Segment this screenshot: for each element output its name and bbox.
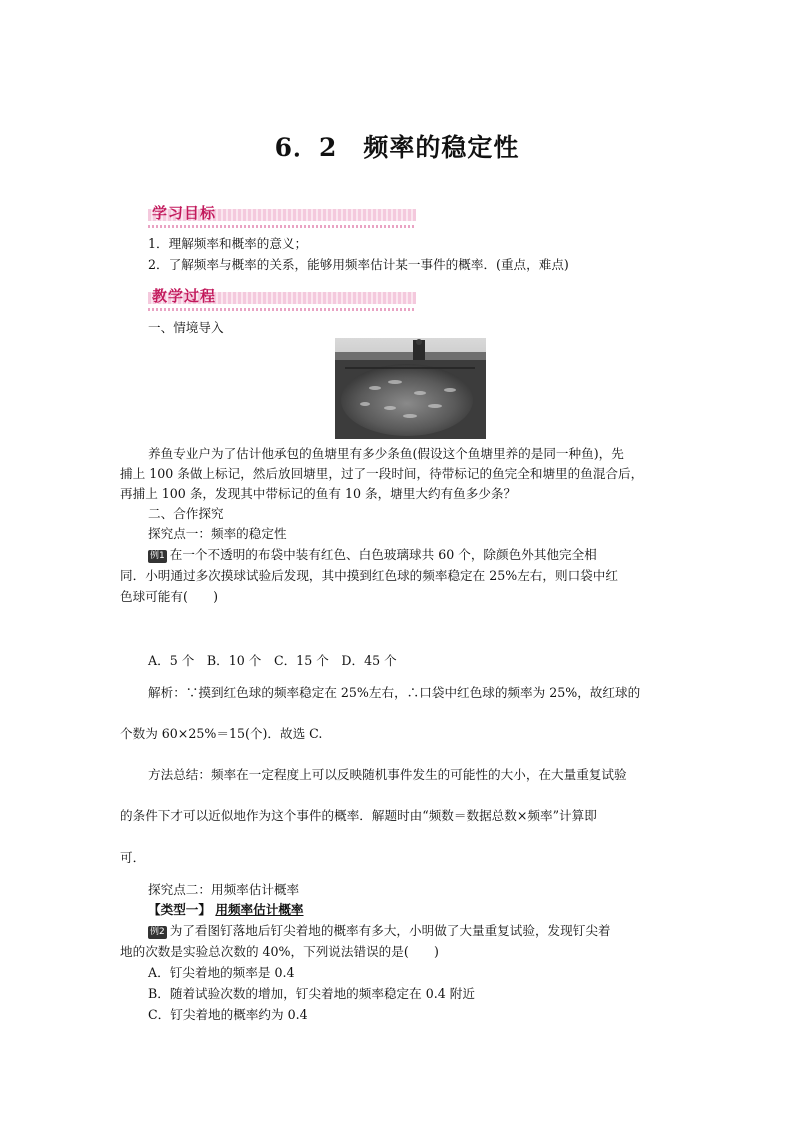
example-1-options: A．5 个 B．10 个 C．15 个 D．45 个 <box>148 653 397 668</box>
type-1-title: 用频率估计概率 <box>215 902 304 917</box>
section-intro-heading: 一、情境导入 <box>148 320 224 335</box>
goal-1: 1．理解频率和概率的意义； <box>148 236 308 251</box>
type-1-label: 【类型一】 <box>148 902 211 917</box>
explore-point-1: 探究点一：频率的稳定性 <box>148 526 287 541</box>
answer-1-line-2: 个数为 60×25%＝15(个)．故选 C. <box>120 726 323 741</box>
example-1-line-3: 色球可能有( ) <box>120 589 218 604</box>
example-2-option-c: C．钉尖着地的概率约为 0.4 <box>148 1007 308 1022</box>
example-1-tag: 例1 <box>150 551 165 561</box>
fish-pond-image <box>335 338 486 439</box>
banner-goals-text: 学习目标 <box>152 204 217 222</box>
explore-point-2: 探究点二：用频率估计概率 <box>148 882 300 897</box>
goal-2: 2．了解频率与概率的关系，能够用频率估计某一事件的概率．(重点，难点) <box>148 257 569 272</box>
intro-line-2: 捕上 100 条做上标记，然后放回塘里，过了一段时间，待带标记的鱼完全和塘里的鱼混合后， <box>120 466 644 481</box>
type-1-heading <box>148 900 304 920</box>
method-line-3: 可． <box>120 850 146 865</box>
section-explore-heading: 二、合作探究 <box>148 506 224 521</box>
example-2-tag: 例2 <box>150 927 165 937</box>
example-2-line-2: 地的次数是实验总次数的 40%，下列说法错误的是( ) <box>120 944 439 959</box>
example-2-option-b: B．随着试验次数的增加，钉尖着地的频率稳定在 0.4 附近 <box>148 986 475 1001</box>
example-2-option-a: A．钉尖着地的频率是 0.4 <box>148 965 295 980</box>
intro-line-1: 养鱼专业户为了估计他承包的鱼塘里有多少条鱼(假设这个鱼塘里养的是同一种鱼)，先 <box>148 446 624 461</box>
banner-process-text: 教学过程 <box>152 287 217 305</box>
example-1-line-2: 同．小明通过多次摸球试验后发现，其中摸到红色球的频率稳定在 25%左右，则口袋中红 <box>120 568 618 583</box>
answer-1-line-1: 解析：∵摸到红色球的频率稳定在 25%左右，∴口袋中红色球的频率为 25%，故红球的 <box>148 685 641 700</box>
banner-goals <box>148 204 416 224</box>
example-1-line-1: 例1 在一个不透明的布袋中装有红色、白色玻璃球共 60 个，除颜色外其他完全相 <box>150 547 597 562</box>
page-title: 6．2 频率的稳定性 <box>274 133 520 162</box>
intro-line-3: 再捕上 100 条，发现其中带标记的鱼有 10 条，塘里大约有鱼多少条？ <box>120 486 517 501</box>
method-line-1: 方法总结：频率在一定程度上可以反映随机事件发生的可能性的大小，在大量重复试验 <box>148 767 627 782</box>
example-2-line-1: 例2 为了看图钉落地后钉尖着地的概率有多大，小明做了大量重复试验，发现钉尖着 <box>150 923 611 938</box>
banner-process <box>148 287 416 307</box>
method-line-2: 的条件下才可以近似地作为这个事件的概率．解题时由“频数＝数据总数×频率”计算即 <box>120 808 597 823</box>
fish-pond-photo <box>335 338 486 439</box>
